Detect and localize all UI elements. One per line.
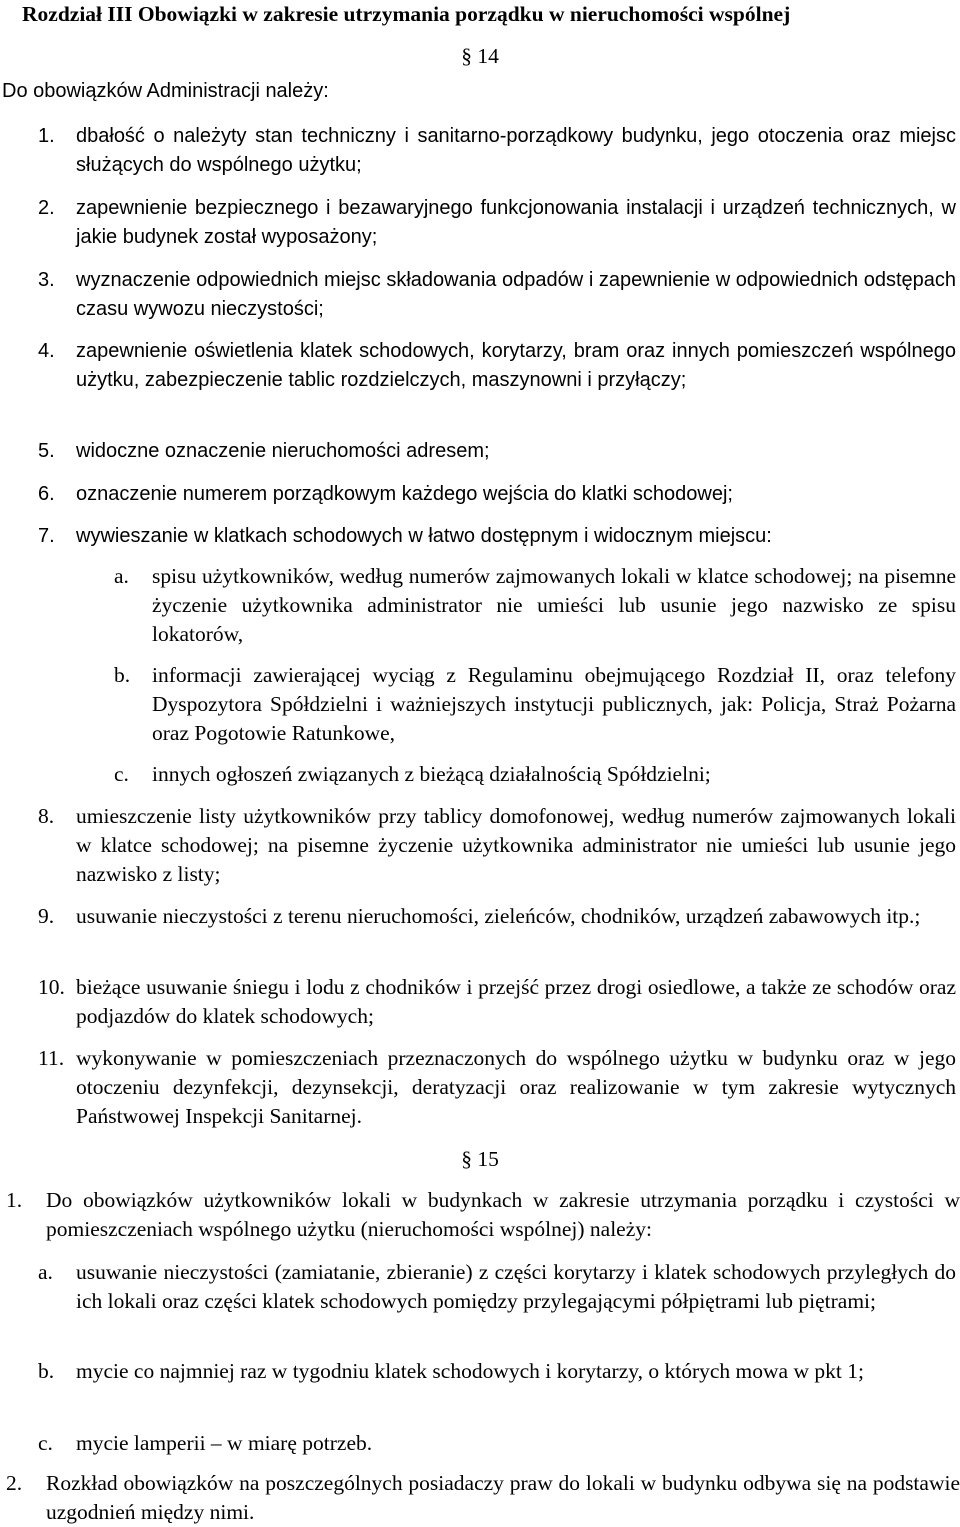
list-letter: c. <box>114 762 129 786</box>
list-item-text: innych ogłoszeń związanych z bieżącą działalnością Spółdzielni; <box>152 762 711 786</box>
section-14-intro: Do obowiązków Administracji należy: <box>2 80 329 102</box>
chapter-title: Rozdział III Obowiązki w zakresie utrzymania porządku w nieruchomości wspólnej <box>22 2 791 26</box>
list-number: 2. <box>6 1471 23 1495</box>
list-number: 10. <box>38 975 65 999</box>
list-number: 7. <box>38 525 55 547</box>
list-item-text: informacji zawierającej wyciąg z Regulaminu obejmującego Rozdział II, oraz telefony Dyspozytora Spółdzielni i ważniejszych instytucji publicznych, jak: Policja, Straż Pożarna oraz Pogotowie Ratunkowe, <box>152 663 956 745</box>
list-item-text: Rozkład obowiązków na poszczególnych posiadaczy praw do lokali w budynku odbywa się na podstawie uzgodnień między nimi. <box>46 1471 960 1524</box>
list-letter: b. <box>38 1359 55 1383</box>
list-item-text: bieżące usuwanie śniegu i lodu z chodników i przejść przez drogi osiedlowe, a także ze schodów oraz podjazdów do klatek schodowych; <box>76 975 956 1028</box>
list-number: 2. <box>38 197 55 219</box>
list-letter: a. <box>114 564 129 588</box>
list-item-text: wyznaczenie odpowiednich miejsc składowania odpadów i zapewnienie w odpowiednich odstępach czasu wywozu nieczystości; <box>76 269 956 320</box>
list-letter: a. <box>38 1260 53 1284</box>
list-item-text: mycie co najmniej raz w tygodniu klatek schodowych i korytarzy, o których mowa w pkt 1; <box>76 1359 864 1383</box>
list-number: 9. <box>38 904 55 928</box>
list-letter: b. <box>114 663 131 687</box>
list-number: 8. <box>38 804 55 828</box>
list-item-text: wywieszanie w klatkach schodowych w łatwo dostępnym i widocznym miejscu: <box>76 525 772 547</box>
list-letter: c. <box>38 1431 53 1455</box>
list-number: 6. <box>38 483 55 505</box>
list-item-text: Do obowiązków użytkowników lokali w budynkach w zakresie utrzymania porządku i czystości w pomieszczeniach wspólnego użytku (nieruchomości wspólnej) należy: <box>46 1188 960 1241</box>
list-item-text: zapewnienie oświetlenia klatek schodowych, korytarzy, bram oraz innych pomieszczeń wspólnego użytku, zabezpieczenie tablic rozdzielczych, maszynowni i przyłączy; <box>76 340 956 391</box>
list-item-text: usuwanie nieczystości z terenu nieruchomości, zieleńców, chodników, urządzeń zabawowych itp.; <box>76 904 921 928</box>
list-item-text: mycie lamperii – w miarę potrzeb. <box>76 1431 373 1455</box>
list-number: 5. <box>38 440 55 462</box>
list-number: 1. <box>38 125 55 147</box>
list-item-text: zapewnienie bezpiecznego i bezawaryjnego funkcjonowania instalacji i urządzeń technicznych, w jakie budynek został wyposażony; <box>76 197 956 248</box>
list-number: 11. <box>38 1046 65 1070</box>
list-number: 1. <box>6 1188 23 1212</box>
list-item-text: oznaczenie numerem porządkowym każdego wejścia do klatki schodowej; <box>76 483 733 505</box>
section-14-number: § 14 <box>461 44 499 68</box>
list-item-text: wykonywanie w pomieszczeniach przeznaczonych do wspólnego użytku w budynku oraz w jego otoczeniu dezynfekcji, dezynsekcji, deratyzacji oraz realizowanie w tym zakresie wytycznych Państwowej Inspekcji Sanitarnej. <box>76 1046 956 1128</box>
list-number: 4. <box>38 340 55 362</box>
list-item-text: spisu użytkowników, według numerów zajmowanych lokali w klatce schodowej; na pisemne życzenie użytkownika administrator nie umieści lub usunie jego nazwisko ze spisu lokatorów, <box>152 564 956 646</box>
list-item-text: umieszczenie listy użytkowników przy tablicy domofonowej, według numerów zajmowanych lokali w klatce schodowej; na pisemne życzenie użytkownika administrator nie umieści lub usunie jego nazwisko z listy; <box>76 804 956 886</box>
list-item-text: usuwanie nieczystości (zamiatanie, zbieranie) z części korytarzy i klatek schodowych przyległych do ich lokali oraz części klatek schodowych pomiędzy przylegającymi półpiętrami lub piętrami; <box>76 1260 956 1313</box>
list-item-text: dbałość o należyty stan techniczny i sanitarno-porządkowy budynku, jego otoczenia oraz miejsc służących do wspólnego użytku; <box>76 125 956 176</box>
section-15-number: § 15 <box>461 1147 499 1171</box>
list-item-text: widoczne oznaczenie nieruchomości adresem; <box>76 440 490 462</box>
list-number: 3. <box>38 269 55 291</box>
